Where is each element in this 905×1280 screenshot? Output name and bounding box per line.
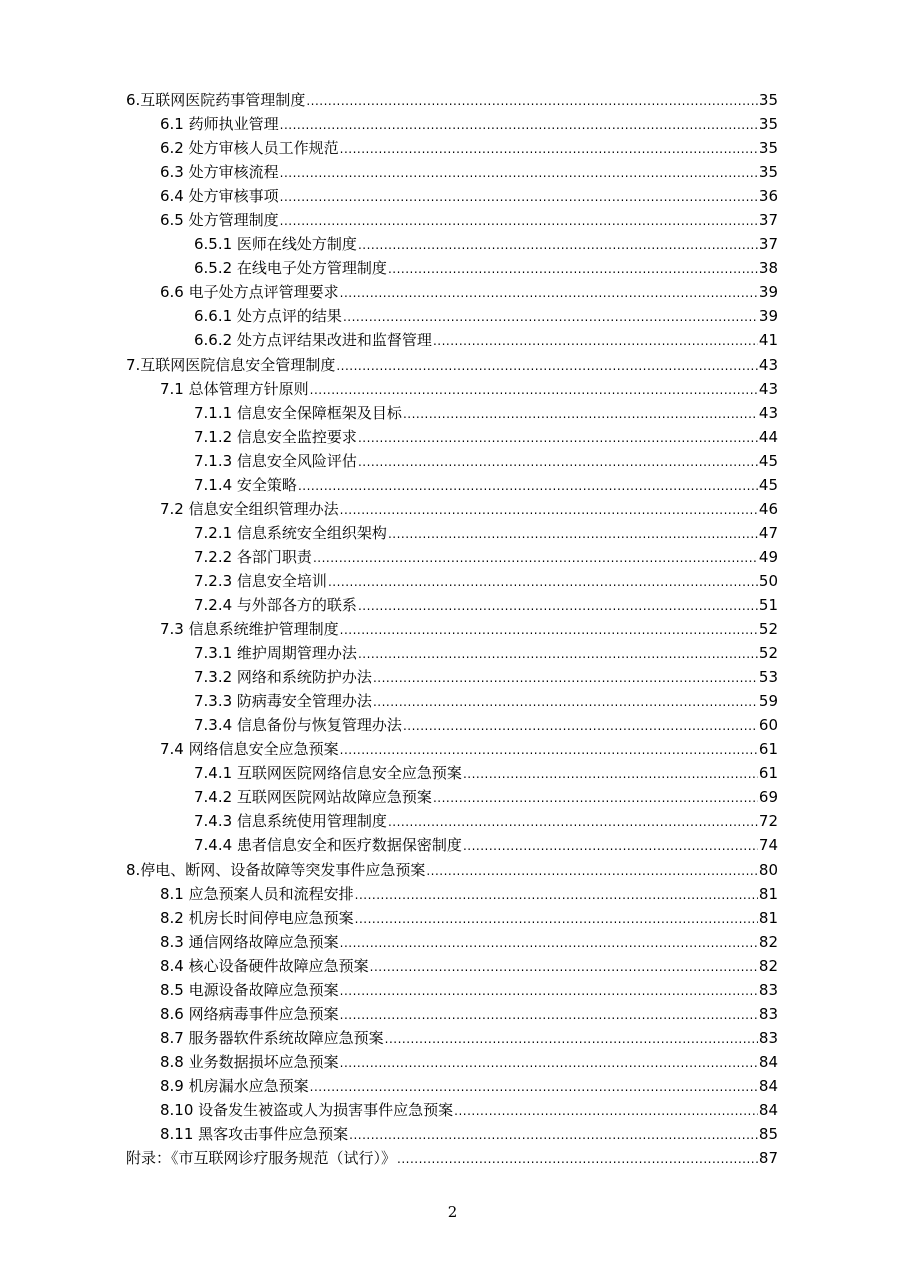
toc-entry-page: 46 [758, 499, 778, 518]
toc-dot-leader [355, 883, 758, 907]
toc-entry[interactable] [126, 521, 778, 545]
toc-entry-title: 7.2.3 信息安全培训 [194, 571, 327, 590]
toc-entry[interactable] [126, 425, 778, 449]
toc-dot-leader [385, 1027, 758, 1051]
toc-entry-page: 37 [758, 235, 778, 254]
toc-dot-leader [370, 955, 758, 979]
toc-entry[interactable] [126, 1050, 778, 1074]
toc-entry-page: 81 [758, 908, 778, 927]
toc-entry-title: 7.2 信息安全组织管理办法 [160, 499, 339, 518]
toc-dot-leader [280, 185, 758, 209]
toc-dot-leader [340, 281, 758, 305]
toc-entry-title: 8.5 电源设备故障应急预案 [160, 980, 339, 999]
toc-dot-leader [340, 1051, 758, 1075]
toc-entry-title: 6.6.1 处方点评的结果 [194, 307, 342, 326]
toc-entry-page: 39 [758, 307, 778, 326]
toc-entry-page: 83 [758, 1004, 778, 1023]
toc-entry-title: 8.10 设备发生被盗或人为损害事件应急预案 [160, 1100, 454, 1119]
toc-entry-page: 61 [758, 764, 778, 783]
toc-entry-page: 85 [758, 1125, 778, 1144]
toc-entry[interactable] [126, 208, 778, 232]
toc-entry-title: 6.互联网医院药事管理制度 [126, 91, 306, 109]
toc-entry-title: 7.1.2 信息安全监控要求 [194, 427, 357, 446]
toc-entry-title: 8.8 业务数据损坏应急预案 [160, 1052, 339, 1071]
toc-entry-title: 6.5 处方管理制度 [160, 211, 279, 230]
toc-dot-leader [349, 1123, 758, 1147]
toc-entry-title: 8.3 通信网络故障应急预案 [160, 932, 339, 951]
toc-dot-leader [310, 378, 758, 402]
toc-dot-leader [463, 834, 758, 858]
toc-entry-page: 45 [758, 451, 778, 470]
toc-entry-page: 43 [758, 403, 778, 422]
toc-entry-title: 附录：《市互联网诊疗服务规范（试行）》 [126, 1149, 397, 1168]
toc-entry[interactable] [126, 593, 778, 617]
toc-entry-page: 69 [758, 788, 778, 807]
toc-entry[interactable] [126, 160, 778, 184]
toc-entry[interactable] [126, 1122, 778, 1146]
toc-entry[interactable] [126, 737, 778, 761]
toc-dot-leader [340, 137, 758, 161]
toc-entry-page: 61 [758, 740, 778, 759]
toc-entry-page: 84 [758, 1052, 778, 1071]
toc-entry-title: 7.2.2 各部门职责 [194, 547, 312, 566]
toc-entry[interactable] [126, 353, 778, 377]
toc-entry-page: 87 [758, 1149, 778, 1168]
toc-entry-page: 53 [758, 668, 778, 687]
toc-entry-title: 7.2.1 信息系统安全组织架构 [194, 523, 387, 542]
toc-entry-page: 39 [758, 283, 778, 302]
toc-entry-page: 84 [758, 1100, 778, 1119]
toc-entry-title: 7.2.4 与外部各方的联系 [194, 595, 357, 614]
toc-entry-title: 7.4 网络信息安全应急预案 [160, 740, 339, 759]
toc-entry[interactable] [126, 304, 778, 328]
toc-entry[interactable] [126, 1026, 778, 1050]
toc-entry-title: 7.4.2 互联网医院网站故障应急预案 [194, 788, 432, 807]
toc-entry-page: 35 [758, 115, 778, 134]
toc-entry[interactable] [126, 136, 778, 160]
toc-entry-title: 7.4.3 信息系统使用管理制度 [194, 812, 387, 831]
toc-entry-title: 6.6.2 处方点评结果改进和监督管理 [194, 331, 432, 350]
toc-entry[interactable] [126, 280, 778, 304]
toc-entry-title: 8.6 网络病毒事件应急预案 [160, 1004, 339, 1023]
toc-entry-page: 43 [758, 355, 778, 374]
toc-entry[interactable] [126, 184, 778, 208]
toc-entry-title: 7.3.1 维护周期管理办法 [194, 644, 357, 663]
toc-dot-leader [388, 522, 758, 546]
toc-entry[interactable] [126, 497, 778, 521]
toc-entry-title: 8.11 黑客攻击事件应急预案 [160, 1125, 349, 1144]
toc-dot-leader [280, 113, 758, 137]
toc-entry-page: 82 [758, 932, 778, 951]
toc-entry-title: 7.1.3 信息安全风险评估 [194, 451, 357, 470]
toc-dot-leader [426, 859, 758, 883]
toc-entry-title: 7.3.4 信息备份与恢复管理办法 [194, 716, 402, 735]
toc-entry-page: 47 [758, 523, 778, 542]
toc-entry-page: 84 [758, 1076, 778, 1095]
toc-entry[interactable] [126, 954, 778, 978]
toc-dot-leader [340, 738, 758, 762]
toc-dot-leader [433, 786, 758, 810]
toc-dot-leader [328, 570, 758, 594]
toc-dot-leader [463, 762, 758, 786]
toc-entry[interactable] [126, 689, 778, 713]
toc-entry-page: 43 [758, 379, 778, 398]
toc-entry-title: 7.3.3 防病毒安全管理办法 [194, 692, 372, 711]
toc-entry-page: 50 [758, 571, 778, 590]
toc-dot-leader [340, 979, 758, 1003]
toc-entry-page: 44 [758, 427, 778, 446]
toc-entry[interactable] [126, 569, 778, 593]
toc-entry-page: 81 [758, 884, 778, 903]
toc-entry-title: 7.1.1 信息安全保障框架及目标 [194, 403, 402, 422]
toc-dot-leader [433, 329, 758, 353]
toc-entry-title: 7.1 总体管理方针原则 [160, 379, 309, 398]
toc-entry-page: 80 [758, 860, 778, 879]
toc-dot-leader [358, 450, 758, 474]
toc-entry[interactable] [126, 617, 778, 641]
toc-entry[interactable] [126, 545, 778, 569]
toc-dot-leader [306, 89, 758, 113]
toc-entry-title: 6.4 处方审核事项 [160, 187, 279, 206]
toc-entry[interactable] [126, 88, 778, 112]
toc-entry-page: 36 [758, 187, 778, 206]
toc-entry-title: 8.停电、断网、设备故障等突发事件应急预案 [126, 860, 426, 879]
toc-entry-title: 6.5.1 医师在线处方制度 [194, 235, 357, 254]
toc-entry[interactable] [126, 401, 778, 425]
toc-dot-leader [358, 426, 758, 450]
toc-entry-page: 35 [758, 163, 778, 182]
toc-entry[interactable] [126, 449, 778, 473]
toc-dot-leader [310, 1075, 758, 1099]
toc-dot-leader [340, 1003, 758, 1027]
toc-dot-leader [355, 907, 758, 931]
toc-entry[interactable] [126, 641, 778, 665]
toc-entry-page: 38 [758, 259, 778, 278]
toc-entry[interactable] [126, 930, 778, 954]
toc-entry-title: 7.4.1 互联网医院网络信息安全应急预案 [194, 764, 462, 783]
toc-entry-title: 7.4.4 患者信息安全和医疗数据保密制度 [194, 836, 462, 855]
toc-entry-title: 8.1 应急预案人员和流程安排 [160, 884, 354, 903]
toc-entry-page: 35 [758, 91, 778, 109]
toc-entry-page: 35 [758, 139, 778, 158]
toc-entry-title: 6.2 处方审核人员工作规范 [160, 139, 339, 158]
toc-entry[interactable] [126, 761, 778, 785]
toc-entry-title: 7.互联网医院信息安全管理制度 [126, 355, 336, 374]
toc-entry-page: 45 [758, 475, 778, 494]
toc-entry[interactable] [126, 1074, 778, 1098]
toc-entry[interactable] [126, 256, 778, 280]
toc-entry[interactable] [126, 882, 778, 906]
toc-dot-leader [397, 1147, 758, 1171]
toc-entry[interactable] [126, 112, 778, 136]
toc-dot-leader [454, 1099, 758, 1123]
toc-entry[interactable] [126, 1002, 778, 1026]
toc-dot-leader [403, 402, 758, 426]
toc-entry[interactable] [126, 978, 778, 1002]
toc-dot-leader [388, 810, 758, 834]
toc-entry-page: 41 [758, 331, 778, 350]
toc-entry-page: 60 [758, 716, 778, 735]
toc-dot-leader [388, 257, 758, 281]
toc-entry-page: 82 [758, 956, 778, 975]
toc-entry-title: 8.9 机房漏水应急预案 [160, 1076, 309, 1095]
toc-entry-title: 8.2 机房长时间停电应急预案 [160, 908, 354, 927]
toc-entry[interactable] [126, 906, 778, 930]
toc-dot-leader [280, 161, 758, 185]
toc-entry-title: 7.1.4 安全策略 [194, 475, 297, 494]
toc-entry[interactable] [126, 833, 778, 857]
toc-dot-leader [336, 354, 758, 378]
toc-dot-leader [358, 233, 758, 257]
toc-entry[interactable] [126, 858, 778, 882]
toc-dot-leader [358, 594, 758, 618]
toc-entry[interactable] [126, 785, 778, 809]
toc-entry-page: 52 [758, 620, 778, 639]
toc-dot-leader [358, 642, 758, 666]
toc-entry[interactable] [126, 665, 778, 689]
toc-entry[interactable] [126, 377, 778, 401]
toc-entry[interactable] [126, 232, 778, 256]
toc-dot-leader [298, 474, 758, 498]
toc-entry[interactable] [126, 1146, 778, 1170]
toc-entry[interactable] [126, 328, 778, 352]
toc-entry-title: 7.3.2 网络和系统防护办法 [194, 668, 372, 687]
toc-entry-title: 6.5.2 在线电子处方管理制度 [194, 259, 387, 278]
toc-dot-leader [313, 546, 758, 570]
toc-dot-leader [340, 498, 758, 522]
toc-entry[interactable] [126, 1098, 778, 1122]
toc-entry-title: 7.3 信息系统维护管理制度 [160, 620, 339, 639]
toc-entry-page: 37 [758, 211, 778, 230]
toc-dot-leader [340, 931, 758, 955]
toc-entry-page: 74 [758, 836, 778, 855]
toc-dot-leader [340, 618, 758, 642]
toc-dot-leader [280, 209, 758, 233]
toc-dot-leader [343, 305, 758, 329]
toc-entry-title: 8.4 核心设备硬件故障应急预案 [160, 956, 369, 975]
toc-entry-page: 59 [758, 692, 778, 711]
toc-entry[interactable] [126, 473, 778, 497]
toc-entry[interactable] [126, 809, 778, 833]
toc-entry-page: 72 [758, 812, 778, 831]
toc-entry-page: 83 [758, 980, 778, 999]
toc-entry-page: 51 [758, 595, 778, 614]
page-number: 2 [447, 1203, 458, 1221]
toc-entry-title: 6.3 处方审核流程 [160, 163, 279, 182]
toc-entry-page: 52 [758, 644, 778, 663]
toc-dot-leader [373, 690, 758, 714]
toc-dot-leader [373, 666, 758, 690]
table-of-contents [126, 88, 778, 1170]
toc-entry-page: 83 [758, 1028, 778, 1047]
toc-entry-title: 8.7 服务器软件系统故障应急预案 [160, 1028, 384, 1047]
toc-entry-title: 6.6 电子处方点评管理要求 [160, 283, 339, 302]
toc-dot-leader [403, 714, 758, 738]
toc-entry-title: 6.1 药师执业管理 [160, 115, 279, 134]
toc-entry-page: 49 [758, 547, 778, 566]
toc-entry[interactable] [126, 713, 778, 737]
